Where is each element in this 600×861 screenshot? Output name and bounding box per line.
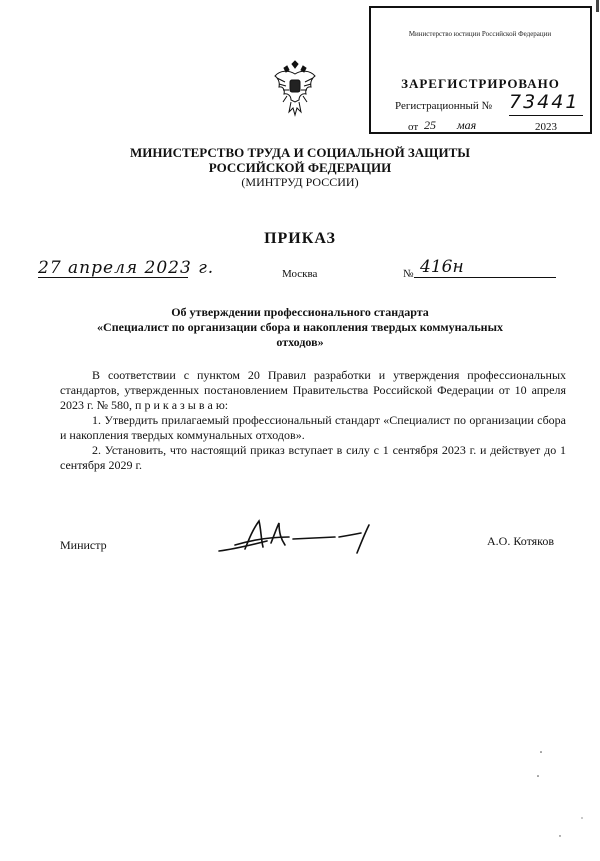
ministry-short-name: (МИНТРУД РОССИИ) bbox=[241, 175, 359, 189]
stamp-date-year: 2023 bbox=[535, 121, 557, 133]
stamp-date-day: 25 bbox=[424, 118, 436, 132]
ministry-line-1: МИНИСТЕРСТВО ТРУДА И СОЦИАЛЬНОЙ ЗАЩИТЫ bbox=[129, 145, 471, 160]
subject-line-2: «Специалист по организации сбора и накопления твердых коммунальных bbox=[97, 320, 503, 334]
body-item-2: 2. Установить, что настоящий приказ вступает в силу с 1 сентября 2023 г. и действует до 1 сентября 2029 г. bbox=[60, 443, 566, 472]
stamp-from-label: от bbox=[408, 121, 419, 133]
order-number-sign: № bbox=[403, 268, 414, 280]
subject-line-1: Об утверждении профессионального стандарта bbox=[171, 305, 429, 319]
signer-role: Министр bbox=[60, 538, 107, 552]
order-date-handwritten: 27 апреля 2023 г. bbox=[38, 258, 215, 278]
stamp-reg-label: Регистрационный № bbox=[395, 100, 493, 112]
stamp-header: Министерство юстиции Российской Федерации bbox=[408, 30, 552, 38]
subject-line-3: отходов» bbox=[276, 335, 324, 349]
order-number-handwritten: 416н bbox=[420, 257, 464, 277]
stamp-reg-number: 73441 bbox=[509, 91, 580, 113]
signer-name: А.О. Котяков bbox=[487, 534, 555, 548]
body-item-1: 1. Утвердить прилагаемый профессиональный стандарт «Специалист по организации сбора и накопления твердых коммунальных отходов». bbox=[60, 413, 566, 442]
order-title: ПРИКАЗ bbox=[264, 230, 336, 247]
ministry-line-2: РОССИЙСКОЙ ФЕДЕРАЦИИ bbox=[208, 160, 392, 175]
body-paragraph-preamble: В соответствии с пунктом 20 Правил разработки и утверждения профессиональных стандартов, утвержденных постановлением Правительства Российской Федерации от 10 апреля 2023 г. № 580, п р и к а з ы в а ю: bbox=[60, 368, 566, 412]
stamp-date-month: мая bbox=[457, 118, 477, 132]
stamp-title: ЗАРЕГИСТРИРОВАНО bbox=[401, 76, 560, 91]
order-city: Москва bbox=[282, 268, 318, 280]
